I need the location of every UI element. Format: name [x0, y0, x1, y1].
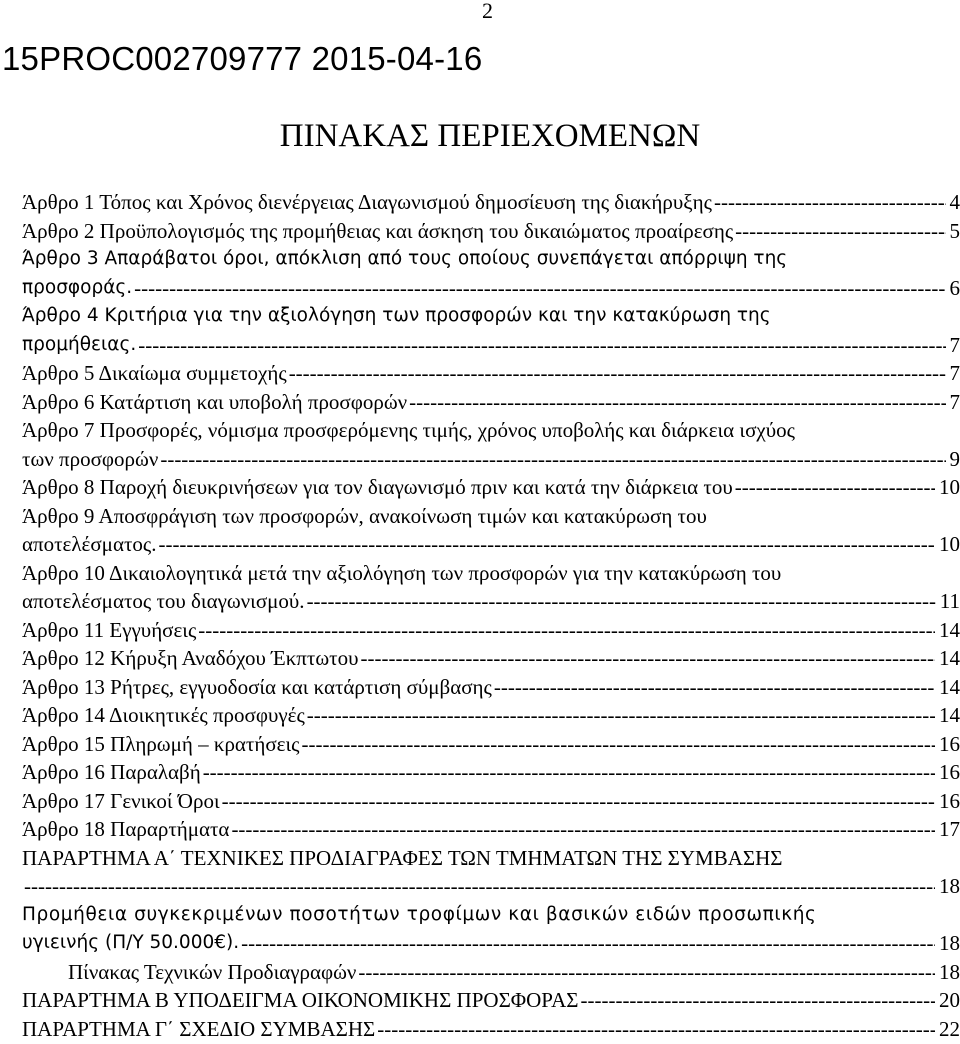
toc-entry-article-10-cont[interactable]: αποτελέσματος του διαγωνισμού. ----- 11	[22, 587, 960, 616]
toc-entry-article-18[interactable]: Άρθρο 18 Παραρτήματα ----- 17	[22, 815, 960, 844]
toc-entry-article-14[interactable]: Άρθρο 14 Διοικητικές προσφυγές ----- 14	[22, 701, 960, 730]
toc-entry-article-7-cont[interactable]: των προσφορών ----- 9	[22, 445, 960, 474]
toc-entry-article-8[interactable]: Άρθρο 8 Παροχή διευκρινήσεων για τον διαγωνισμό πριν και κατά την διάρκεια του ----- 10	[22, 473, 960, 502]
toc-entry-article-1[interactable]: Άρθρο 1 Τόπος και Χρόνος διενέργειας Διαγωνισμού δημοσίευση της διακήρυξης ----- 4	[22, 188, 960, 217]
toc-entry-procurement-cont[interactable]: υγιεινής (Π/Υ 50.000€). ----- 18	[22, 929, 960, 958]
toc-entry-article-3-cont[interactable]: προσφοράς. ----- 6	[22, 274, 960, 303]
toc-entry-annex-a[interactable]: ΠΑΡΑΡΤΗΜΑ Α΄ ΤΕΧΝΙΚΕΣ ΠΡΟΔΙΑΓΡΑΦΕΣ ΤΩΝ ΤΜΗΜΑΤΩΝ ΤΗΣ ΣΥΜΒΑΣΗΣ	[22, 845, 783, 870]
toc-entry-annex-b[interactable]: ΠΑΡΑΡΤΗΜΑ Β ΥΠΟΔΕΙΓΜΑ ΟΙΚΟΝΟΜΙΚΗΣ ΠΡΟΣΦΟΡΑΣ ----- 20	[22, 986, 960, 1015]
toc-entry-annex-c[interactable]: ΠΑΡΑΡΤΗΜΑ Γ΄ ΣΧΕΔΙΟ ΣΥΜΒΑΣΗΣ ----- 22	[22, 1015, 960, 1044]
toc-entry-procurement[interactable]: Προμήθεια συγκεκριμένων ποσοτήτων τροφίμων και βασικών ειδών προσωπικής	[22, 903, 817, 925]
toc-entry-article-4[interactable]: Άρθρο 4 Κριτήρια για την αξιολόγηση των προσφορών και την κατακύρωση της	[22, 305, 771, 326]
toc-entry-article-6[interactable]: Άρθρο 6 Κατάρτιση και υποβολή προσφορών ----- 7	[22, 388, 960, 417]
toc-entry-article-5[interactable]: Άρθρο 5 Δικαίωμα συμμετοχής ----- 7	[22, 359, 960, 388]
toc-entry-article-7[interactable]: Άρθρο 7 Προσφορές, νόμισμα προσφερόμενης τιμής, χρόνος υποβολής και διάρκεια ισχύος	[22, 418, 795, 442]
toc-entry-article-4-cont[interactable]: προμήθειας. ----- 7	[22, 331, 960, 360]
page-number: 2	[482, 0, 493, 23]
toc-entry-article-11[interactable]: Άρθρο 11 Εγγυήσεις ----- 14	[22, 616, 960, 645]
toc-entry-article-12[interactable]: Άρθρο 12 Κήρυξη Αναδόχου Έκπτωτου ----- 14	[22, 644, 960, 673]
table-of-contents	[22, 188, 960, 1043]
toc-entry-annex-a-cont[interactable]: ----- 18	[22, 872, 960, 901]
toc-entry-article-9-cont[interactable]: αποτελέσματος. ----- 10	[22, 530, 960, 559]
toc-entry-article-3[interactable]: Άρθρο 3 Απαράβατοι όροι, απόκλιση από τους οποίους συνεπάγεται απόρριψη της	[22, 248, 788, 269]
toc-entry-article-13[interactable]: Άρθρο 13 Ρήτρες, εγγυοδοσία και κατάρτιση σύμβασης ----- 14	[22, 673, 960, 702]
document-id: 15PROC002709777 2015-04-16	[2, 40, 483, 77]
toc-entry-article-16[interactable]: Άρθρο 16 Παραλαβή ----- 16	[22, 758, 960, 787]
toc-entry-article-2[interactable]: Άρθρο 2 Προϋπολογισμός της προμήθειας και άσκηση του δικαιώματος προαίρεσης ----- 5	[22, 217, 960, 246]
toc-title: ΠΙΝΑΚΑΣ ΠΕΡΙΕΧΟΜΕΝΩΝ	[279, 118, 701, 154]
toc-entry-article-17[interactable]: Άρθρο 17 Γενικοί Όροι ----- 16	[22, 787, 960, 816]
toc-entry-article-15[interactable]: Άρθρο 15 Πληρωμή – κρατήσεις ----- 16	[22, 730, 960, 759]
toc-entry-article-10[interactable]: Άρθρο 10 Δικαιολογητικά μετά την αξιολόγηση των προσφορών για την κατακύρωση του	[22, 560, 782, 585]
toc-entry-article-9[interactable]: Άρθρο 9 Αποσφράγιση των προσφορών, ανακοίνωση τιμών και κατακύρωση του	[22, 503, 707, 528]
toc-entry-spec-table[interactable]: Πίνακας Τεχνικών Προδιαγραφών ----- 18	[22, 958, 960, 987]
